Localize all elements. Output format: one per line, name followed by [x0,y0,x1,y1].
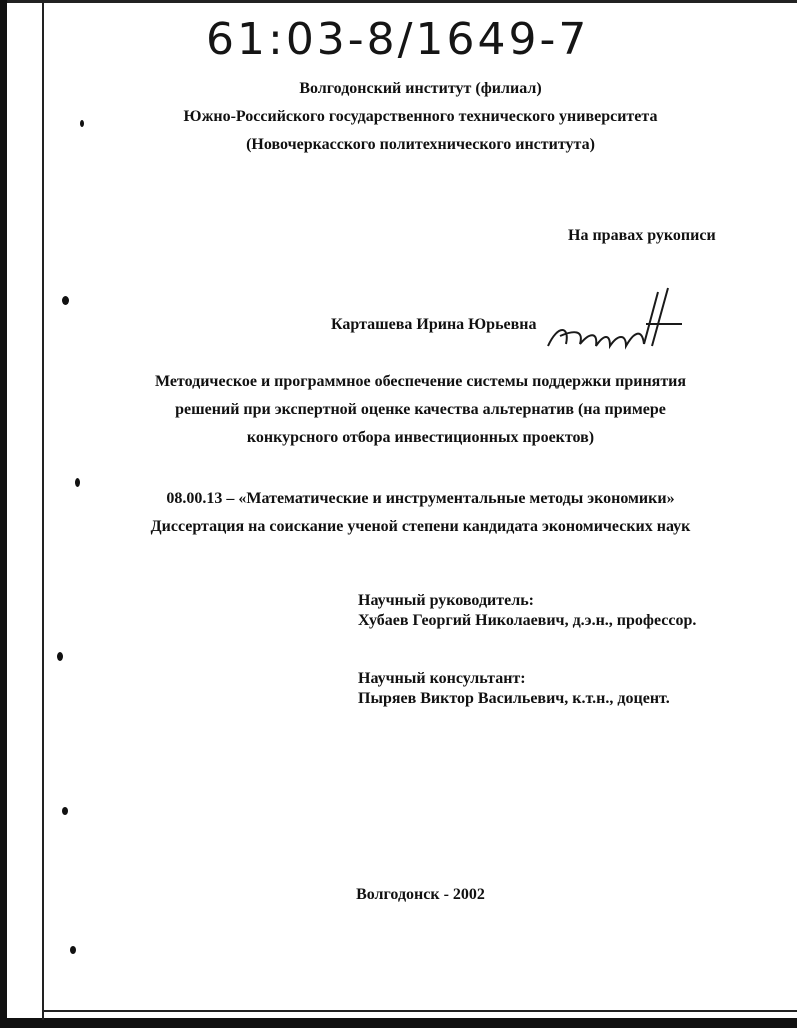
title-line-2: решений при экспертной оценке качества альтернатив (на примере [175,401,666,418]
supervisor-label: Научный руководитель: [358,592,534,609]
scan-mark [57,652,63,661]
consultant-label: Научный консультант: [358,670,526,687]
dissertation-degree: Диссертация на соискание ученой степени кандидата экономических наук [150,518,691,535]
author-name: Карташева Ирина Юрьевна [331,316,537,333]
scan-mark [62,807,68,815]
manuscript-rights: На правах рукописи [568,227,716,244]
specialty-code: 08.00.13 – «Математические и инструментальные методы экономики» [166,490,675,507]
title-line-3: конкурсного отбора инвестиционных проектов) [246,429,595,446]
scan-border-top [0,0,797,3]
polytechnic-name: (Новочеркасского политехнического института) [246,136,595,153]
consultant-name: Пыряев Виктор Васильевич, к.т.н., доцент. [358,690,670,707]
scan-mark [62,296,69,305]
institute-name: Волгодонский институт (филиал) [299,80,542,97]
supervisor-name: Хубаев Георгий Николаевич, д.э.н., профессор. [358,612,697,629]
city-year: Волгодонск - 2002 [356,886,485,903]
scan-border-left [0,0,7,1028]
scan-mark [80,120,84,127]
title-line-1: Методическое и программное обеспечение системы поддержки принятия [154,373,687,390]
scan-mark [75,478,80,487]
scan-border-bottom [0,1018,797,1028]
scan-mark [70,946,76,954]
page-edge-bottom [42,1010,797,1012]
author-signature [540,284,690,364]
university-name: Южно-Российского государственного технического университета [183,108,658,125]
handwritten-registration-number: 61:03-8/1649-7 [206,14,590,65]
